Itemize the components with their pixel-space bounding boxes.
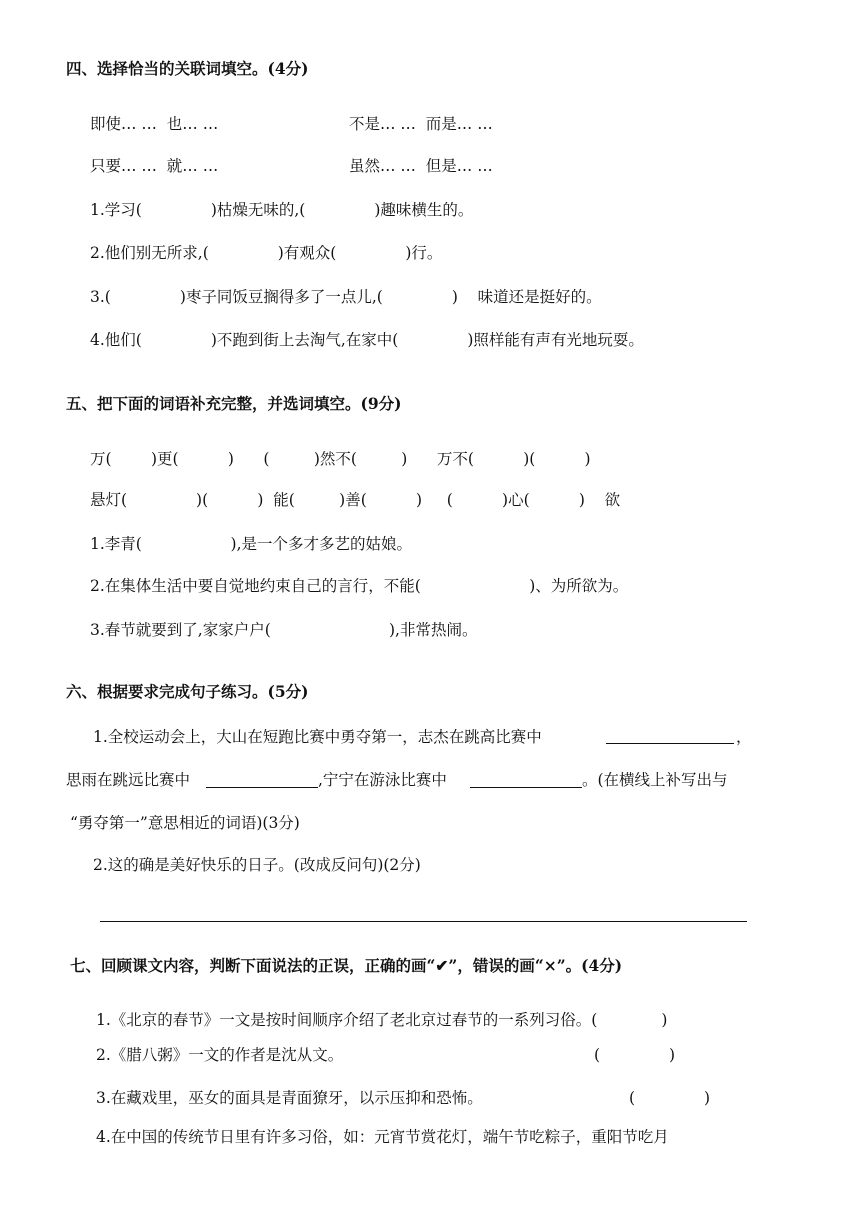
s7-question-1: 1.《北京的春节》一文是按时间顺序介绍了老北京过春节的一系列习俗。( ) [96,1011,668,1029]
s6-question-1-line-2b: ,宁宁在游泳比赛中 [318,771,447,789]
s5-question-2: 2.在集体生活中要自觉地约束自己的言行，不能( )、为所欲为。 [90,577,629,595]
s5-question-3: 3.春节就要到了,家家户户( ),非常热闹。 [90,621,478,639]
s7-question-4: 4.在中国的传统节日里有许多习俗，如：元宵节赏花灯，端午节吃粽子，重阳节吃月 [96,1128,669,1146]
s6-question-1-line-2a: 思雨在跳远比赛中 [66,771,191,789]
answer-blank-3[interactable] [470,787,582,788]
s6-question-1-line-1: 1.全校运动会上，大山在短跑比赛中勇夺第一，志杰在跳高比赛中 [93,728,542,746]
s6-question-2: 2.这的确是美好快乐的日子。(改成反问句)(2分) [93,856,421,874]
s7-answer-paren-3[interactable]: ( ) [629,1089,711,1107]
idiom-row-1: 万( )更( ) ( )然不( ) 万不( )( ) [90,450,591,468]
s4-question-4: 4.他们( )不跑到街上去淘气,在家中( )照样能有声有光地玩耍。 [90,331,644,349]
answer-blank-1[interactable] [606,743,734,744]
s6-question-1-line-3: “勇夺第一”意思相近的词语)(3分) [70,814,300,832]
answer-blank-2[interactable] [206,787,318,788]
section-4-heading: 四、选择恰当的关联词填空。(4分) [66,59,309,78]
conjunction-option-1: 即使… … 也… … [90,115,219,133]
s5-question-1: 1.李青( ),是一个多才多艺的姑娘。 [90,535,412,553]
answer-line[interactable] [100,921,747,922]
conjunction-option-2: 不是… … 而是… … [349,115,493,133]
section-6-heading: 六、根据要求完成句子练习。(5分) [66,682,309,701]
conjunction-option-4: 虽然… … 但是… … [349,157,493,175]
idiom-row-2: 悬灯( )( ) 能( )善( ) ( )心( ) 欲 [90,491,621,509]
s4-question-1: 1.学习( )枯燥无味的,( )趣味横生的。 [90,201,474,219]
s4-question-2: 2.他们别无所求,( )有观众( )行。 [90,244,443,262]
s6-comma: ， [736,728,752,746]
s7-question-2: 2.《腊八粥》一文的作者是沈从文。 [96,1046,344,1064]
conjunction-option-3: 只要… … 就… … [90,157,219,175]
s6-question-1-line-2c: 。(在横线上补写出与 [582,771,728,789]
s7-question-3: 3.在藏戏里，巫女的面具是青面獠牙，以示压抑和恐怖。 [96,1089,483,1107]
section-7-heading: 七、回顾课文内容，判断下面说法的正误，正确的画“✔”，错误的画“×”。(4分) [70,956,623,975]
s4-question-3: 3.( )枣子同饭豆搁得多了一点儿,( ) 味道还是挺好的。 [90,288,602,306]
section-5-heading: 五、把下面的词语补充完整，并选词填空。(9分) [66,394,402,413]
s7-answer-paren-2[interactable]: ( ) [594,1046,676,1064]
